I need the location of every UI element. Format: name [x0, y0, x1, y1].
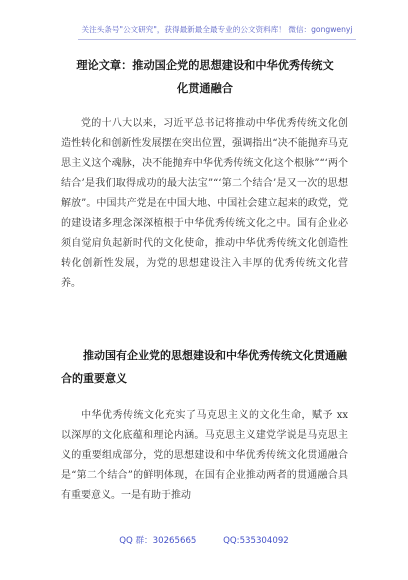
footer-contact [0, 532, 408, 550]
document-title: 理论文章：推动国企党的思想建设和中华优秀传统文化贯通融合 [76, 58, 334, 95]
header-banner: 关注头条号"公文研究"，获得最新最全最专业的公文资料库！ 微信：gongwenyj [81, 25, 353, 34]
body-paragraph-1: 党的十八大以来，习近平总书记将推动中华优秀传统文化创造性转化和创新性发展摆在突出位置，强调指出“决不能抛弃马克思主义这个魂脉，决不能抛弃中华优秀传统文化这个根脉”“‘两个结合’是我们取得成功的最大法宝”“‘第二个结合’是又一次的思想解放”。中国共产党是在中国大地、中国社会建立起来的政党，党的建设诸多理念深深植根于中华优秀传统文化之中。国有企业必须自觉肩负起新时代的文化使命，推动中华优秀传统文化创造性转化创新性发展，为党的思想建设注入丰厚的优秀传统文化营养。 [61, 118, 348, 289]
footer-qq: QQ:535304092 [223, 536, 289, 546]
footer-qq-group: QQ 群：30265665 [119, 536, 197, 546]
section-heading: 推动国有企业党的思想建设和中华优秀传统文化贯通融合的重要意义 [61, 349, 347, 385]
header-divider [78, 39, 356, 40]
body-paragraph-2: 中华优秀传统文化充实了马克思主义的文化生命，赋予 xx 以深厚的文化底蕴和理论内涵。马克思主义建党学说是马克思主义的重要组成部分，党的思想建设和中华优秀传统文化贯通融合是“第二个结合”的鲜明体现，在国有企业推动两者的贯通融合具有重要意义。一是有助于推动 [61, 410, 348, 501]
